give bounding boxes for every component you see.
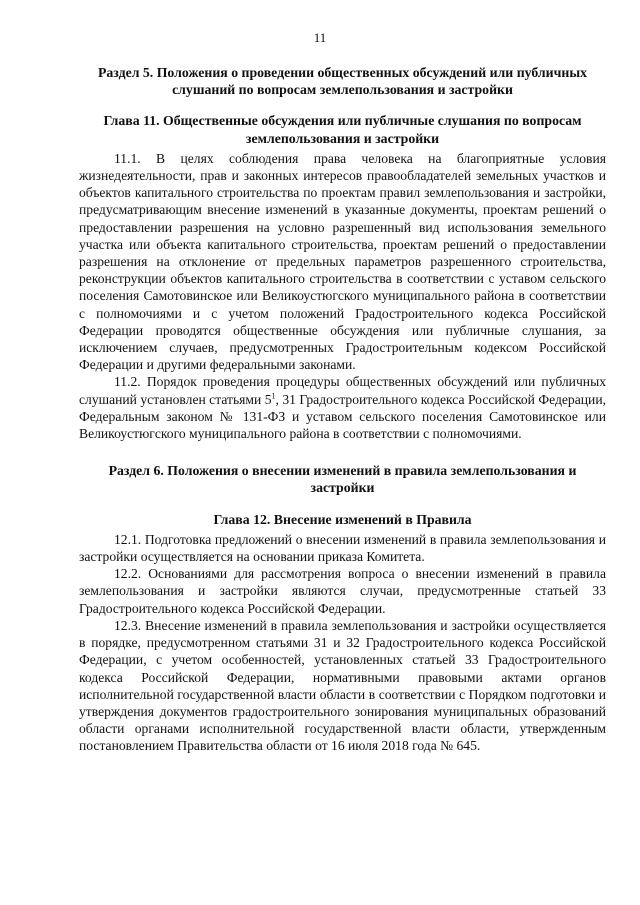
paragraph-12-2: 12.2. Основаниями для рассмотрения вопроса о внесении изменений в правила землепользования и застройки являются случаи, предусмотренные статьей 33 Градостроительного кодекса Российской Федерации. — [79, 566, 606, 616]
document-body — [79, 64, 606, 755]
paragraph-11-2-part-a: 11.2. Порядок проведения процедуры общественных обсуждений или публичных слушаний установлен статьями 5 — [79, 374, 606, 407]
paragraph-12-1: 12.1. Подготовка предложений о внесении изменений в правила землепользования и застройки осуществляется на основании приказа Комитета. — [79, 531, 606, 565]
paragraph-11-2-part-b: , 31 Градостроительного кодекса Российской Федерации, Федеральным законом № 131-ФЗ и уставом сельского поселения Самотовинское или Великоустюгского муниципального района в соответствии с полномочиями. — [79, 391, 606, 442]
chapter-11-title: Глава 11. Общественные обсуждения или публичные слушания по вопросам землепользования и застройки — [103, 113, 582, 146]
section-5-title: Раздел 5. Положения о проведении общественных обсуждений или публичных слушаний по вопросам землепользования и застройки — [97, 65, 588, 98]
paragraph-11-1: 11.1. В целях соблюдения права человека на благоприятные условия жизнедеятельности, прав и законных интересов правообладателей земельных участков и объектов капитального строительства по проектам правил землепользования и застройки, предусматривающим внесение изменений в указанные документы, проектам решений о предоставлении разрешения на условно разрешенный вид использования земельного участка или объекта капитального строительства, проектам решений о предоставлении разрешения на отклонение от предельных параметров разрешенного строительства, реконструкции объектов капитального строительства в соответствии с уставом сельского поселения Самотовинское или Великоустюгского муниципального района в соответствии с полномочиями и с учетом положений Градостроительного кодекса Российской Федерации проводятся общественные обсуждения или публичные слушания, за исключением случаев, предусмотренных Градостроительным кодексом Российской Федерации и другими федеральными законами. — [79, 150, 606, 373]
paragraph-11-2 — [79, 373, 606, 442]
superscript-1: 1 — [271, 391, 276, 401]
chapter-12-title: Глава 12. Внесение изменений в Правила — [213, 511, 472, 527]
section-6-title: Раздел 6. Положения о внесении изменений в правила землепользования и застройки — [108, 463, 577, 496]
page-number: 11 — [313, 30, 327, 45]
paragraph-12-3: 12.3. Внесение изменений в правила землепользования и застройки осуществляется в порядке, предусмотренном статьями 31 и 32 Градостроительного кодекса Российской Федерации, с учетом особенностей, установленных статьей 33 Градостроительного кодекса Российской Федерации, нормативными правовыми актами органов исполнительной государственной власти области в соответствии с Порядком подготовки и утверждения документов градостроительного зонирования муниципальных образований области органами исполнительной государственной власти области, утвержденным постановлением Правительства области от 16 июля 2018 года № 645. — [79, 617, 606, 754]
